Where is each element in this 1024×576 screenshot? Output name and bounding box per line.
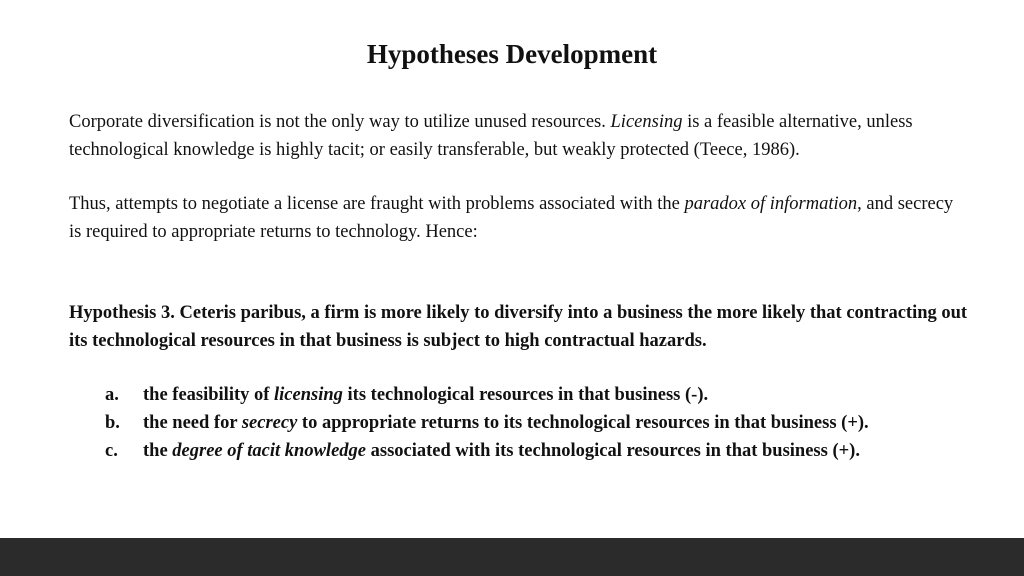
paragraph-text: Corporate diversification is not the only way to utilize unused resources.: [69, 112, 611, 132]
list-item-text: [143, 381, 708, 409]
list-item: [69, 381, 1009, 409]
item-emphasis: secrecy: [241, 413, 298, 433]
item-text: associated with its technological resources in that business (+).: [366, 441, 860, 461]
paragraph-text: is a feasible alternative, unless technological knowledge is highly tacit; or easily transferable, but weakly protected (Teece, 1986).: [69, 112, 913, 160]
item-text: to appropriate returns to its technological resources in that business (+).: [297, 413, 869, 433]
item-emphasis: licensing: [274, 385, 343, 405]
list-item: [69, 409, 1009, 437]
paragraph-text: , and secrecy is required to appropriate returns to technology. Hence:: [69, 194, 954, 242]
slide-title: Hypotheses Development: [366, 39, 658, 69]
item-text: the: [143, 441, 173, 461]
list-marker: b.: [105, 413, 120, 433]
emphasis-text: Licensing: [610, 112, 683, 132]
item-text: its technological resources in that business (-).: [342, 385, 709, 405]
list-item-text: [143, 437, 860, 465]
item-text: the feasibility of: [143, 385, 275, 405]
emphasis-text: paradox of information: [684, 194, 858, 214]
item-text: the need for: [143, 413, 242, 433]
paragraph-text: Thus, attempts to negotiate a license are fraught with problems associated with the: [69, 194, 685, 214]
hypothesis-sublist: [69, 381, 1009, 465]
item-emphasis: degree of tacit knowledge: [172, 441, 366, 461]
list-item: [69, 437, 1009, 465]
list-marker: a.: [105, 385, 119, 405]
hypothesis-statement: Hypothesis 3. Ceteris paribus, a firm is more likely to diversify into a business the more likely that contracting out its technological resources in that business is subject to high contractual hazards.: [69, 303, 968, 351]
footer-bar: [0, 538, 1024, 576]
list-marker: c.: [105, 441, 118, 461]
list-item-text: [143, 409, 869, 437]
paragraph-licensing: [69, 108, 969, 164]
paragraph-secrecy: [69, 190, 969, 246]
